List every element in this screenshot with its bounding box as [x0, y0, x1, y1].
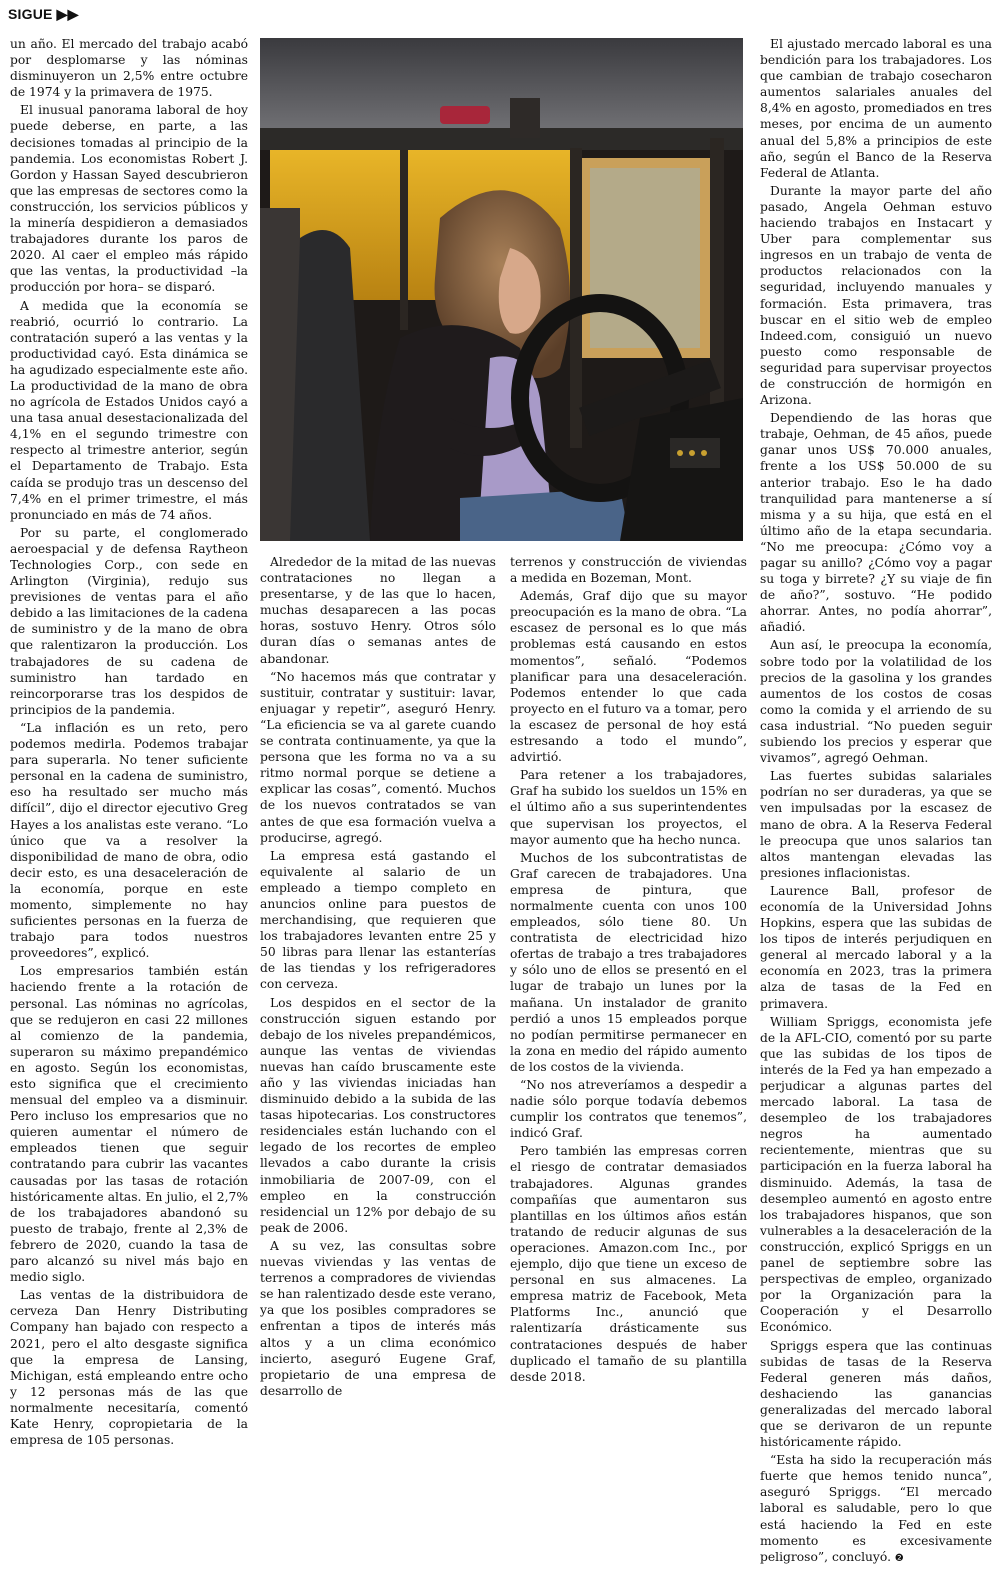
- paragraph: El ajustado mercado laboral es una bendición para los trabajadores. Los que cambian de trabajo cosecharon aumentos salariales anuales del 8,4% en agosto, promediados en tres meses, por encima de un aumento anual del 5,8% a principios de este año, según el Banco de la Reserva Federal de Atlanta.: [760, 37, 992, 180]
- paragraph: Spriggs espera que las continuas subidas de tasas de la Reserva Federal generen más daños, deshaciendo las ganancias generalizadas del mercado laboral que se derivaron de un repunte históricamente rápido.: [760, 1338, 992, 1450]
- article-column-3: [510, 554, 747, 1387]
- article-column-2: [260, 554, 496, 1401]
- paragraph: Muchos de los subcontratistas de Graf carecen de trabajadores. Una empresa de pintura, que normalmente cuenta con unos 100 empleados, sólo tiene 80. Un contratista de electricidad hizo ofertas de trabajo a tres trabajadores y sólo uno de ellos se presentó en el lugar de trabajo un lunes por la mañana. Un instalador de granito perdió a unos 15 empleados porque no podían permitirse permanecer en la zona en medio del rápido aumento de los costos de la vivienda.: [510, 850, 747, 1074]
- paragraph: “No nos atreveríamos a despedir a nadie sólo porque todavía debemos cumplir los contratos que tenemos”, indicó Graf.: [510, 1078, 747, 1141]
- paragraph: un año. El mercado del trabajo acabó por desplomarse y las nóminas disminuyeron un 2,5% entre octubre de 1974 y la primavera de 1975.: [10, 37, 248, 100]
- paragraph: Por su parte, el conglomerado aeroespacial y de defensa Raytheon Technologies Corp., con sede en Arlington (Virginia), redujo sus previsiones de ventas para el año debido a las limitaciones de la cadena de suministro y de la mano de obra que ralentizaron la producción. Los trabajadores de su cadena de suministro han tardado en reincorporarse tras los despidos de principios de la pandemia.: [10, 525, 248, 717]
- paragraph: Aun así, le preocupa la economía, sobre todo por la volatilidad de los precios de la gasolina y los grandes aumentos de los costos de cosas como la comida y el arriendo de su casa industrial. “No pueden seguir subiendo los precios y esperar que vivamos”, agregó Oehman.: [760, 638, 992, 766]
- paragraph: Pero también las empresas corren el riesgo de contratar demasiados trabajadores. Algunas grandes compañías que aumentaron sus plantillas en los últimos años están tratando de reducir algunas de sus operaciones. Amazon.com Inc., por ejemplo, dijo que tiene un exceso de personal en sus almacenes. La empresa matriz de Facebook, Meta Platforms Inc., anunció que ralentizaría drásticamente sus contrataciones después de haber duplicado el tamaño de su plantilla desde 2018.: [510, 1144, 747, 1384]
- paragraph: Las ventas de la distribuidora de cerveza Dan Henry Distributing Company han bajado con respecto a 2021, pero el alto desgaste significa que la empresa de Lansing, Michigan, está empleando entre ocho y 12 personas más de las que normalmente necesitaría, comentó Kate Henry, copropietaria de la empresa de 105 personas.: [10, 1288, 248, 1448]
- paragraph: La empresa está gastando el equivalente al salario de un empleado a tiempo completo en anuncios online para puestos de merchandising, que requieren que los trabajadores levanten entre 25 y 50 libras para llenar las estanterías de las tiendas y los refrigeradores con cerveza.: [260, 848, 496, 992]
- paragraph: A medida que la economía se reabrió, ocurrió lo contrario. La contratación superó a las ventas y la productividad cayó. Esta dinámica se ha agudizado especialmente este año. La productividad de la mano de obra no agrícola de Estados Unidos cayó a una tasa anual desestacionalizada del 4,1% en el segundo trimestre con respecto al trimestre anterior, según el Departamento de Trabajo. Esta caída se produjo tras un descenso del 7,4% en el primer trimestre, el más pronunciado en más de 74 años.: [10, 298, 248, 522]
- paragraph: Alrededor de la mitad de las nuevas contrataciones no llegan a presentarse, y de las que lo hacen, muchas desaparecen a las pocas horas, sostuvo Henry. Otros sólo duran días o semanas antes de abandonar.: [260, 555, 496, 666]
- paragraph: Dependiendo de las horas que trabaje, Oehman, de 45 años, puede ganar unos US$ 70.000 anuales, frente a los US$ 50.000 de su anterior trabajo. Eso le ha dado tranquilidad para mantenerse a sí misma y a su hija, que está en el último año de la etapa secundaria. “No me preocupa: ¿Cómo voy a pagar su anillo? ¿Cómo voy a pagar su toga y birrete? ¿Y su viaje de fin de año?”, sostuvo. “He podido ahorrar. Antes, no podía ahorrar”, añadió.: [760, 411, 992, 635]
- article-column-4: [760, 36, 992, 1569]
- paragraph: Laurence Ball, profesor de economía de la Universidad Johns Hopkins, espera que las subidas de los tipos de interés perjudiquen en general al mercado laboral y a la economía en 2023, tras la primera alza de tasas de la Fed en primavera.: [760, 883, 992, 1011]
- paragraph: A su vez, las consultas sobre nuevas viviendas y las ventas de terrenos a compradores de viviendas se han ralentizado desde este verano, ya que los posibles compradores se enfrentan a tipos de interés más altos y a un clima económico incierto, aseguró Eugene Graf, propietario de una empresa de desarrollo de: [260, 1238, 496, 1398]
- continue-marker: SIGUE ▶▶: [8, 6, 79, 22]
- paragraph-text: “Esta ha sido la recuperación más fuerte que hemos tenido nunca”, aseguró Spriggs. “El mercado laboral es saludable, pero lo que está haciendo la Fed en este momento es excesivamente peligroso”, concluyó.: [760, 1453, 992, 1564]
- paragraph: Los empresarios también están haciendo frente a la rotación de personal. Las nóminas no agrícolas, que se redujeron en casi 22 millones al comienzo de la pandemia, superaron su máximo prepandémico en agosto. Según los economistas, esto significa que el crecimiento mensual del empleo va a disminuir. Pero incluso los empresarios que no quieren aumentar el número de empleados tienen que seguir contratando para cubrir las vacantes causadas por las tasas de rotación históricamente altas. En julio, el 2,7% de los trabajadores abandonó su puesto de trabajo, frente al 2,3% de febrero de 2020, cuando la tasa de paro alcanzó su nivel más bajo en medio siglo.: [10, 964, 248, 1285]
- paragraph: Para retener a los trabajadores, Graf ha subido los sueldos un 15% en el último año a sus superintendentes que supervisan los proyectos, el mayor aumento que ha hecho nunca.: [510, 768, 747, 847]
- paragraph: Además, Graf dijo que su mayor preocupación es la mano de obra. “La escasez de personal es lo que más problemas está causando en estos momentos”, señaló. “Podemos planificar para una desaceleración. Podemos entender lo que cada proyecto en el futuro va a tomar, pero la escasez de personal de hoy está estresando a todo el mundo”, advirtió.: [510, 589, 747, 765]
- paragraph: Las fuertes subidas salariales podrían no ser duraderas, ya que se ven impulsadas por la escasez de mano de obra. A la Reserva Federal le preocupa que unos salarios tan altos mantengan elevadas las presiones inflacionistas.: [760, 769, 992, 880]
- end-of-article-icon: ❷: [894, 1552, 904, 1564]
- article-column-1: [10, 36, 248, 1450]
- paragraph: “No hacemos más que contratar y sustituir, contratar y sustituir: lavar, enjuagar y repetir”, aseguró Henry. “La eficiencia se va al garete cuando se contrata continuamente, ya que la persona que les forma no va a su ritmo normal porque se detiene a explicar las cosas”, comentó. Muchos de los nuevos contratados se van antes de que esa formación vuelva a producirse, agregó.: [260, 669, 496, 845]
- paragraph: [760, 1452, 992, 1567]
- paragraph: El inusual panorama laboral de hoy puede deberse, en parte, a las decisiones tomadas al principio de la pandemia. Los economistas Robert J. Gordon y Hassan Sayed descubrieron que las empresas de sectores como la construcción, los servicios públicos y la minería despidieron a demasiados trabajadores durante los paros de 2020. Al caer el empleo más rápido que las ventas, la productividad –la producción por hora– se disparó.: [10, 103, 248, 295]
- bus-driver-photo: [260, 38, 743, 541]
- paragraph: “La inflación es un reto, pero podemos medirla. Podemos trabajar para superarla. No tener suficiente personal en la cadena de suministro, eso ha resultado ser mucho más difícil”, dijo el director ejecutivo Greg Hayes a los analistas este verano. “Lo único que va a resolver la disponibilidad de mano de obra, odio decir esto, es una desaceleración de la economía, porque en este momento, simplemente no hay suficientes personas en la fuerza de trabajo para todos nuestros proveedores”, explicó.: [10, 720, 248, 961]
- paragraph: Durante la mayor parte del año pasado, Angela Oehman estuvo haciendo trabajos en Instacart y Uber para complementar sus ingresos en un trabajo de venta de productos relacionados con la seguridad, incluyendo manuales y formación. Esta primavera, tras buscar en el sitio web de empleo Indeed.com, consiguió un nuevo puesto como responsable de seguridad para supervisar proyectos de construcción de hormigón en Arizona.: [760, 183, 992, 408]
- paragraph: William Spriggs, economista jefe de la AFL-CIO, comentó por su parte que las subidas de los tipos de interés de la Fed ya han empezado a perjudicar a algunas partes del mercado laboral. La tasa de desempleo de los trabajadores negros ha aumentado recientemente, mientras que su participación en la fuerza laboral ha disminuido. Además, la tasa de desempleo aumentó en agosto entre los trabajadores hispanos, que son vulnerables a la desaceleración de la construcción, explicó Spriggs en un panel de septiembre sobre las perspectivas de empleo, organizado por la Organización para la Cooperación y el Desarrollo Económico.: [760, 1014, 992, 1335]
- paragraph: terrenos y construcción de viviendas a medida en Bozeman, Mont.: [510, 555, 747, 586]
- paragraph: Los despidos en el sector de la construcción siguen estando por debajo de los niveles prepandémicos, aunque las ventas de viviendas nuevas han caído bruscamente este año y las viviendas iniciadas han disminuido debido a la subida de las tasas hipotecarias. Los constructores residenciales están luchando con el legado de los recortes de empleo llevados a cabo durante la crisis inmobiliaria de 2007-09, con el empleo en la construcción residencial un 12% por debajo de su peak de 2006.: [260, 995, 496, 1235]
